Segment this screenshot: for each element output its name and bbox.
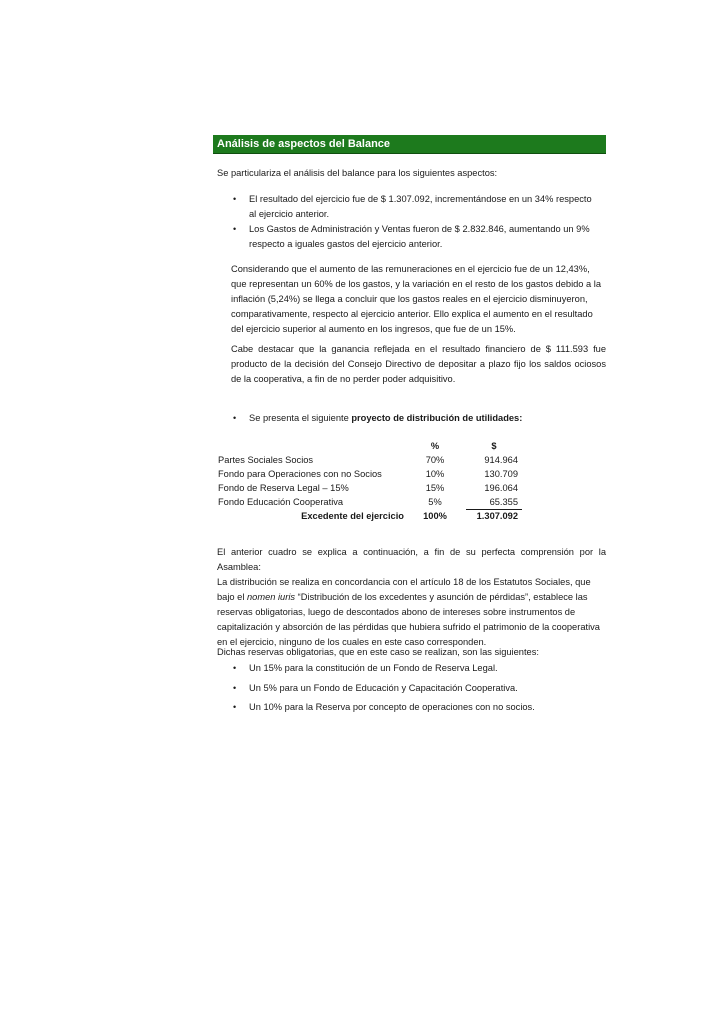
paragraph-reservas: Dichas reservas obligatorias, que en este caso se realizan, son las siguientes:: [217, 647, 539, 657]
paragraph-line: La distribución se realiza en concordancia con el artículo 18 de los Estatutos Sociales, que: [217, 577, 591, 587]
column-header-amount: $: [491, 441, 497, 451]
table-row-percent: 70%: [425, 455, 445, 465]
bullet-line: El resultado del ejercicio fue de $ 1.307.092, incrementándose en un 34% respecto: [249, 194, 592, 204]
table-row-amount: 196.064: [484, 483, 518, 493]
nomen-pre: bajo el: [217, 592, 247, 602]
intro-text: Se particulariza el análisis del balance para los siguientes aspectos:: [217, 168, 498, 178]
paragraph-line: El anterior cuadro se explica a continuación, a fin de su perfecta comprensión por la: [217, 547, 606, 557]
paragraph-line: capitalización y absorción de las pérdidas que hubiera sufrido el patrimonio de la cooperativa: [217, 622, 600, 632]
bullet-item-reserva-legal: Un 15% para la constitución de un Fondo de Reserva Legal.: [249, 663, 498, 673]
proyecto-prefix: Se presenta el siguiente: [249, 413, 352, 423]
nomen-iuris-text: nomen iuris: [246, 592, 296, 602]
paragraph-ganancia: [231, 342, 606, 387]
paragraph-line: Considerando que el aumento de las remuneraciones en el ejercicio fue de un 12,43%,: [231, 264, 590, 274]
table-total-amount: 1.307.092: [476, 511, 518, 521]
table-row-label: Partes Sociales Socios: [218, 455, 314, 465]
bullet-item-proyecto: [249, 411, 522, 426]
paragraph-line: producto de la decisión del Consejo Directivo de depositar a plazo fijo los saldos ociosos: [231, 359, 606, 369]
table-row-percent: 5%: [428, 497, 442, 507]
section-title: Análisis de aspectos del Balance: [213, 135, 606, 154]
paragraph-line: reservas obligatorias, luego de descontados abono de intereses sobre instrumentos de: [217, 607, 576, 617]
paragraph-cuadro: [217, 545, 606, 575]
proyecto-bold: proyecto de distribución de utilidades:: [351, 413, 523, 423]
table-row-label: Fondo para Operaciones con no Socios: [218, 469, 382, 479]
table-row-label: Fondo Educación Cooperativa: [218, 497, 344, 507]
column-header-percent: %: [430, 441, 440, 451]
paragraph-line: de la cooperativa, a fin de no perder poder adquisitivo.: [231, 374, 456, 384]
nomen-post: “Distribución de los excedentes y asunción de pérdidas”, establece las: [295, 592, 588, 602]
paragraph-line-nomen: [217, 590, 609, 605]
bullet-marker: •: [233, 224, 237, 234]
paragraph-line: comparativamente, respecto al ejercicio anterior. Ello explica el aumento en el resultado: [231, 309, 593, 319]
bullet-item-gastos: [249, 222, 609, 252]
table-row-percent: 10%: [425, 469, 445, 479]
bullet-marker: •: [233, 702, 237, 712]
bullet-item-educacion: Un 5% para un Fondo de Educación y Capacitación Cooperativa.: [249, 683, 518, 693]
paragraph-line: que representan un 60% de los gastos, y la variación en el resto de los gastos debido a la: [231, 279, 602, 289]
paragraph-distribucion: [217, 575, 609, 650]
bullet-line: al ejercicio anterior.: [249, 209, 330, 219]
bullet-line: respecto a iguales gastos del ejercicio anterior.: [249, 239, 443, 249]
table-row-label: Fondo de Reserva Legal – 15%: [218, 483, 349, 493]
paragraph-line: Asamblea:: [217, 562, 261, 572]
paragraph-line: inflación (5,24%) se llega a concluir que los gastos reales en el ejercicio disminuyeron,: [231, 294, 588, 304]
paragraph-line: del ejercicio superior al aumento en los ingresos, que fue de un 15%.: [231, 324, 516, 334]
paragraph-line: en el ejercicio, ninguno de los cuales en este caso corresponden.: [217, 637, 487, 647]
table-row-percent: 15%: [425, 483, 445, 493]
table-row-amount: 130.709: [484, 469, 518, 479]
paragraph-remuneraciones: [231, 262, 606, 337]
bullet-item-resultado: [249, 192, 609, 222]
table-total-label: Excedente del ejercicio: [301, 511, 404, 521]
bullet-marker: •: [233, 194, 237, 204]
paragraph-line: Cabe destacar que la ganancia reflejada en el resultado financiero de $ 111.593 fue: [231, 344, 606, 354]
bullet-marker: •: [233, 683, 237, 693]
table-total-percent: 100%: [423, 511, 447, 521]
table-row-amount: 914.964: [484, 455, 518, 465]
bullet-marker: •: [233, 663, 237, 673]
bullet-marker: •: [233, 413, 237, 423]
bullet-line: Los Gastos de Administración y Ventas fueron de $ 2.832.846, aumentando un 9%: [249, 224, 590, 234]
table-row-amount: 65.355: [489, 497, 518, 507]
bullet-item-no-socios: Un 10% para la Reserva por concepto de operaciones con no socios.: [249, 702, 535, 712]
